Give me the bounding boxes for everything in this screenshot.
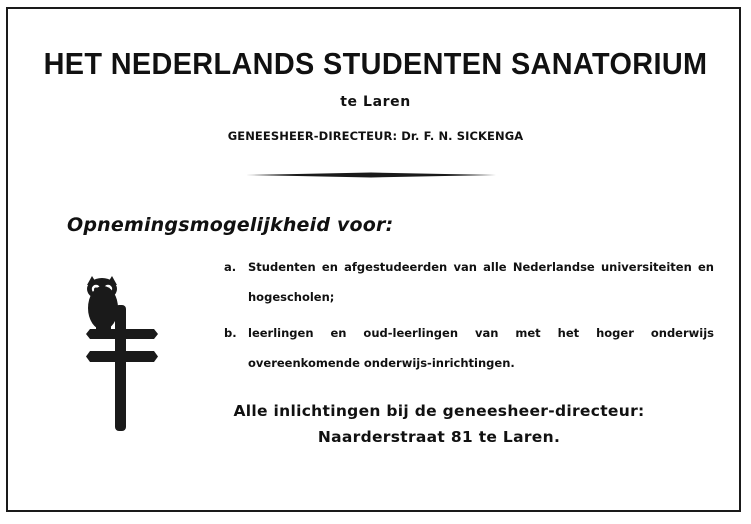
location-subtitle: te Laren [340, 94, 411, 110]
contact-info [209, 398, 669, 450]
owl-on-double-cross-icon [76, 272, 160, 434]
director-line: GENEESHEER-DIRECTEUR: Dr. F. N. SICKENGA [227, 129, 524, 143]
list-item-b [224, 318, 714, 378]
admission-heading: Opnemingsmogelijkheid voor: [67, 214, 394, 236]
list-item-text: Studenten en afgestudeerden van alle Nederlandse universiteiten en hogescholen; [248, 260, 714, 304]
ornamental-rule [246, 172, 496, 178]
address-line: Naarderstraat 81 te Laren. [317, 428, 561, 446]
list-item-a [224, 252, 714, 312]
page-title: HET NEDERLANDS STUDENTEN SANATORIUM [43, 46, 708, 81]
contact-line: Alle inlichtingen bij de geneesheer-directeur: [233, 402, 645, 420]
list-marker: b. [224, 326, 237, 340]
list-item-text: leerlingen en oud-leerlingen van met het hoger onderwijs overeenkomende onderwijs-inrichtingen. [248, 326, 714, 370]
list-marker: a. [224, 260, 237, 274]
